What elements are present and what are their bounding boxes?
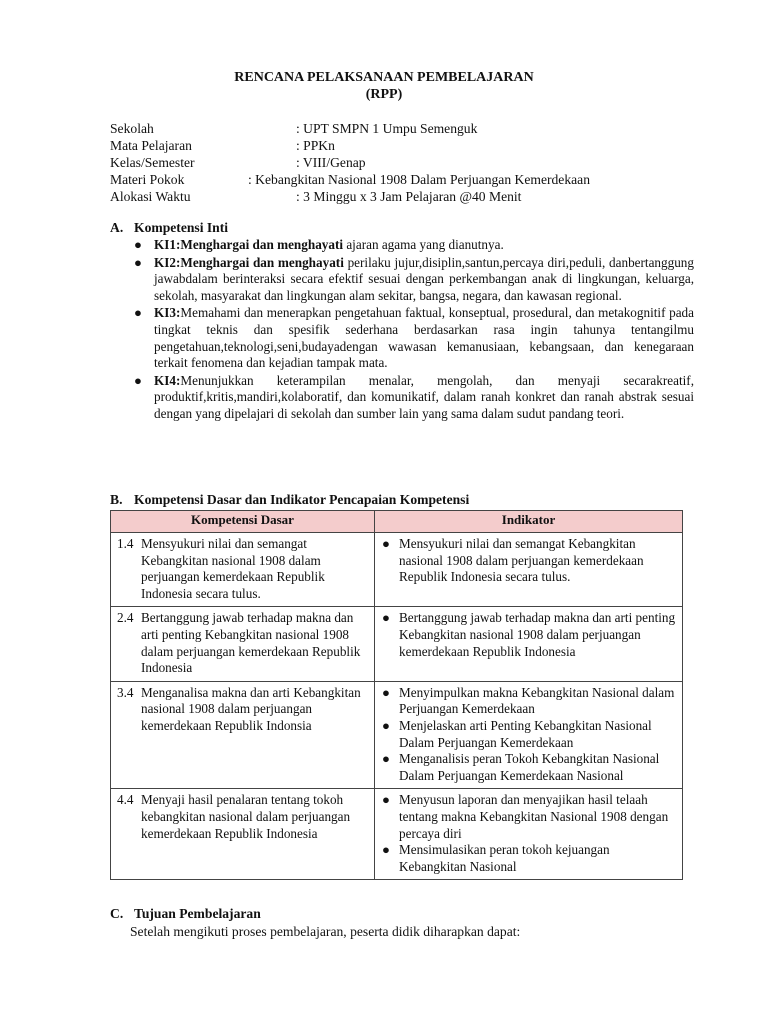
kd-cell [111,607,375,681]
bullet-icon: ● [382,610,390,626]
indicator-text: Menjelaskan arti Penting Kebangkitan Nasional Dalam Perjuangan Kemerdekaan [399,717,652,750]
info-row-sekolah [110,121,710,138]
info-label: Materi Pokok [110,172,185,187]
list-item [381,842,676,875]
ki-emphasis: Menghargai dan menghayati [180,254,344,270]
indicator-text: Mensimulasikan peran tokoh kejuangan Kebangkitan Nasional [399,842,610,874]
ki-text: ajaran agama yang dianutnya. [343,237,504,252]
ki-text: perilaku jujur,disiplin,santun,percaya diri,peduli, danbertanggung jawabdalam berinteraksi secara efektif sesuai dengan perkembangan anak di lingkungan, keluarga, sekolah, masyarakat dan lingkungan alam sekitar, bangsa, negara, dan kawasan regional. [154,254,694,303]
info-label: Mata Pelajaran [110,138,192,153]
list-item [381,792,676,842]
list-item [130,255,694,305]
info-row-mata-pelajaran [110,138,710,155]
info-label: Sekolah [110,121,154,136]
info-value: : PPKn [296,138,335,153]
document-title [0,69,768,103]
section-a-heading [110,220,228,237]
title-line-1: RENCANA PELAKSANAAN PEMBELAJARAN [234,70,534,85]
bullet-icon: ● [134,305,142,321]
table-row [111,681,683,789]
indicator-text: Bertanggung jawab terhadap makna dan arti penting Kebangkitan nasional 1908 dalam perjuangan kemerdekaan Republik Indonesia [399,610,676,659]
bullet-icon: ● [382,684,390,700]
bullet-icon: ● [134,372,142,388]
section-number: B. [110,492,123,507]
kd-cell [111,789,375,880]
indicator-text: Menyimpulkan makna Kebangkitan Nasional dalam Perjuangan Kemerdekaan [399,684,675,717]
kompetensi-table [110,510,683,880]
indicator-text: Mensyukuri nilai dan semangat Kebangkitan nasional 1908 dalam perjuangan kemerdekaan Republik Indonesia secara tulus. [399,536,644,585]
table-header-row [111,511,683,533]
indicator-cell [375,607,683,681]
kd-text: Mensyukuri nilai dan semangat Kebangkitan nasional 1908 dalam perjuangan kemerdekaan Republik Indonesia secara tulus. [141,536,325,601]
bullet-icon: ● [134,237,142,252]
info-value: : VIII/Genap [296,155,366,170]
section-number: A. [110,220,124,235]
table-row [111,789,683,880]
info-row-kelas-semester [110,155,710,172]
table-row [111,533,683,607]
indicator-cell [375,533,683,607]
bullet-icon: ● [134,254,142,270]
indicator-cell [375,681,683,789]
tujuan-text: Setelah mengikuti proses pembelajaran, peserta didik diharapkan dapat: [130,924,521,939]
indicator-text: Menyusun laporan dan menyajikan hasil telaah tentang makna Kebangkitan Nasional 1908 dengan percaya diri [399,792,669,841]
list-item [130,305,694,371]
section-number: C. [110,906,124,921]
list-item [381,610,676,660]
kd-text: Menyaji hasil penalaran tentang tokoh kebangkitan nasional dalam perjuangan kemerdekaan Republik Indonesia [141,792,351,841]
list-item [381,751,676,784]
bullet-icon: ● [382,792,390,808]
kompetensi-inti-list [130,237,694,424]
info-value: : UPT SMPN 1 Umpu Semenguk [296,121,478,136]
info-row-alokasi-waktu [110,189,710,206]
header-indikator: Indikator [375,511,683,533]
section-title: Kompetensi Inti [134,220,229,235]
section-b-heading [110,492,469,509]
kd-number: 3.4 [117,684,134,700]
kd-cell [111,533,375,607]
kd-number: 4.4 [117,792,134,808]
ki-code: KI2: [154,254,181,270]
ki-code: KI1: [154,237,181,252]
section-title: Kompetensi Dasar dan Indikator Pencapaian Kompetensi [134,492,470,507]
info-label: Alokasi Waktu [110,189,191,204]
info-row-materi-pokok [110,172,710,189]
ki-emphasis: Menghargai dan menghayati [180,237,344,252]
info-value: : Kebangkitan Nasional 1908 Dalam Perjuangan Kemerdekaan [248,172,590,187]
section-title: Tujuan Pembelajaran [134,906,261,921]
kd-cell [111,681,375,789]
bullet-icon: ● [382,751,390,767]
bullet-icon: ● [382,842,390,858]
kd-number: 2.4 [117,610,134,626]
info-label: Kelas/Semester [110,155,195,170]
header-kompetensi-dasar: Kompetensi Dasar [111,511,375,533]
bullet-icon: ● [382,536,390,551]
ki-code: KI4: [154,372,181,388]
indicator-text: Menganalisis peran Tokoh Kebangkitan Nasional Dalam Perjuangan Kemerdekaan Nasional [399,751,660,783]
ki-text: Memahami dan menerapkan pengetahuan faktual, konseptual, prosedural, dan metakognitif pada tingkat teknis dan spesifik sederhana berdasarkan rasa ingin tahunya tentangilmu pengetahuan,teknologi,seni,budayadengan wawasan kemanusiaan, kebangsaan, dan kenegaraan terkait fenomena dan kejadian tampak mata. [154,305,694,371]
list-item [381,685,676,718]
bullet-icon: ● [382,717,390,733]
kd-number: 1.4 [117,536,134,551]
title-line-2: (RPP) [365,87,403,102]
list-item [381,536,676,586]
info-value: : 3 Minggu x 3 Jam Pelajaran @40 Menit [296,189,522,204]
kd-text: Menganalisa makna dan arti Kebangkitan nasional 1908 dalam perjuangan kemerdekaan Republik Indonsia [141,684,361,733]
kd-text: Bertanggung jawab terhadap makna dan arti penting Kebangkitan nasional 1908 dalam perjuangan kemerdekaan Republik Indonesia [141,610,361,676]
list-item [130,373,694,423]
section-c-heading [110,906,261,923]
table-row [111,607,683,681]
identity-block [110,121,710,206]
indicator-cell [375,789,683,880]
ki-code: KI3: [154,305,181,321]
list-item [130,237,694,254]
list-item [381,718,676,751]
ki-text: Menunjukkan keterampilan menalar, mengolah, dan menyaji secarakreatif, produktif,kritis,mandiri,kolaboratif, dan komunikatif, dalam ranah konkret dan ranah abstrak sesuai dengan yang dipelajari di sekolah dan sumber lain yang sama dalam sudut pandang teori. [154,372,694,421]
